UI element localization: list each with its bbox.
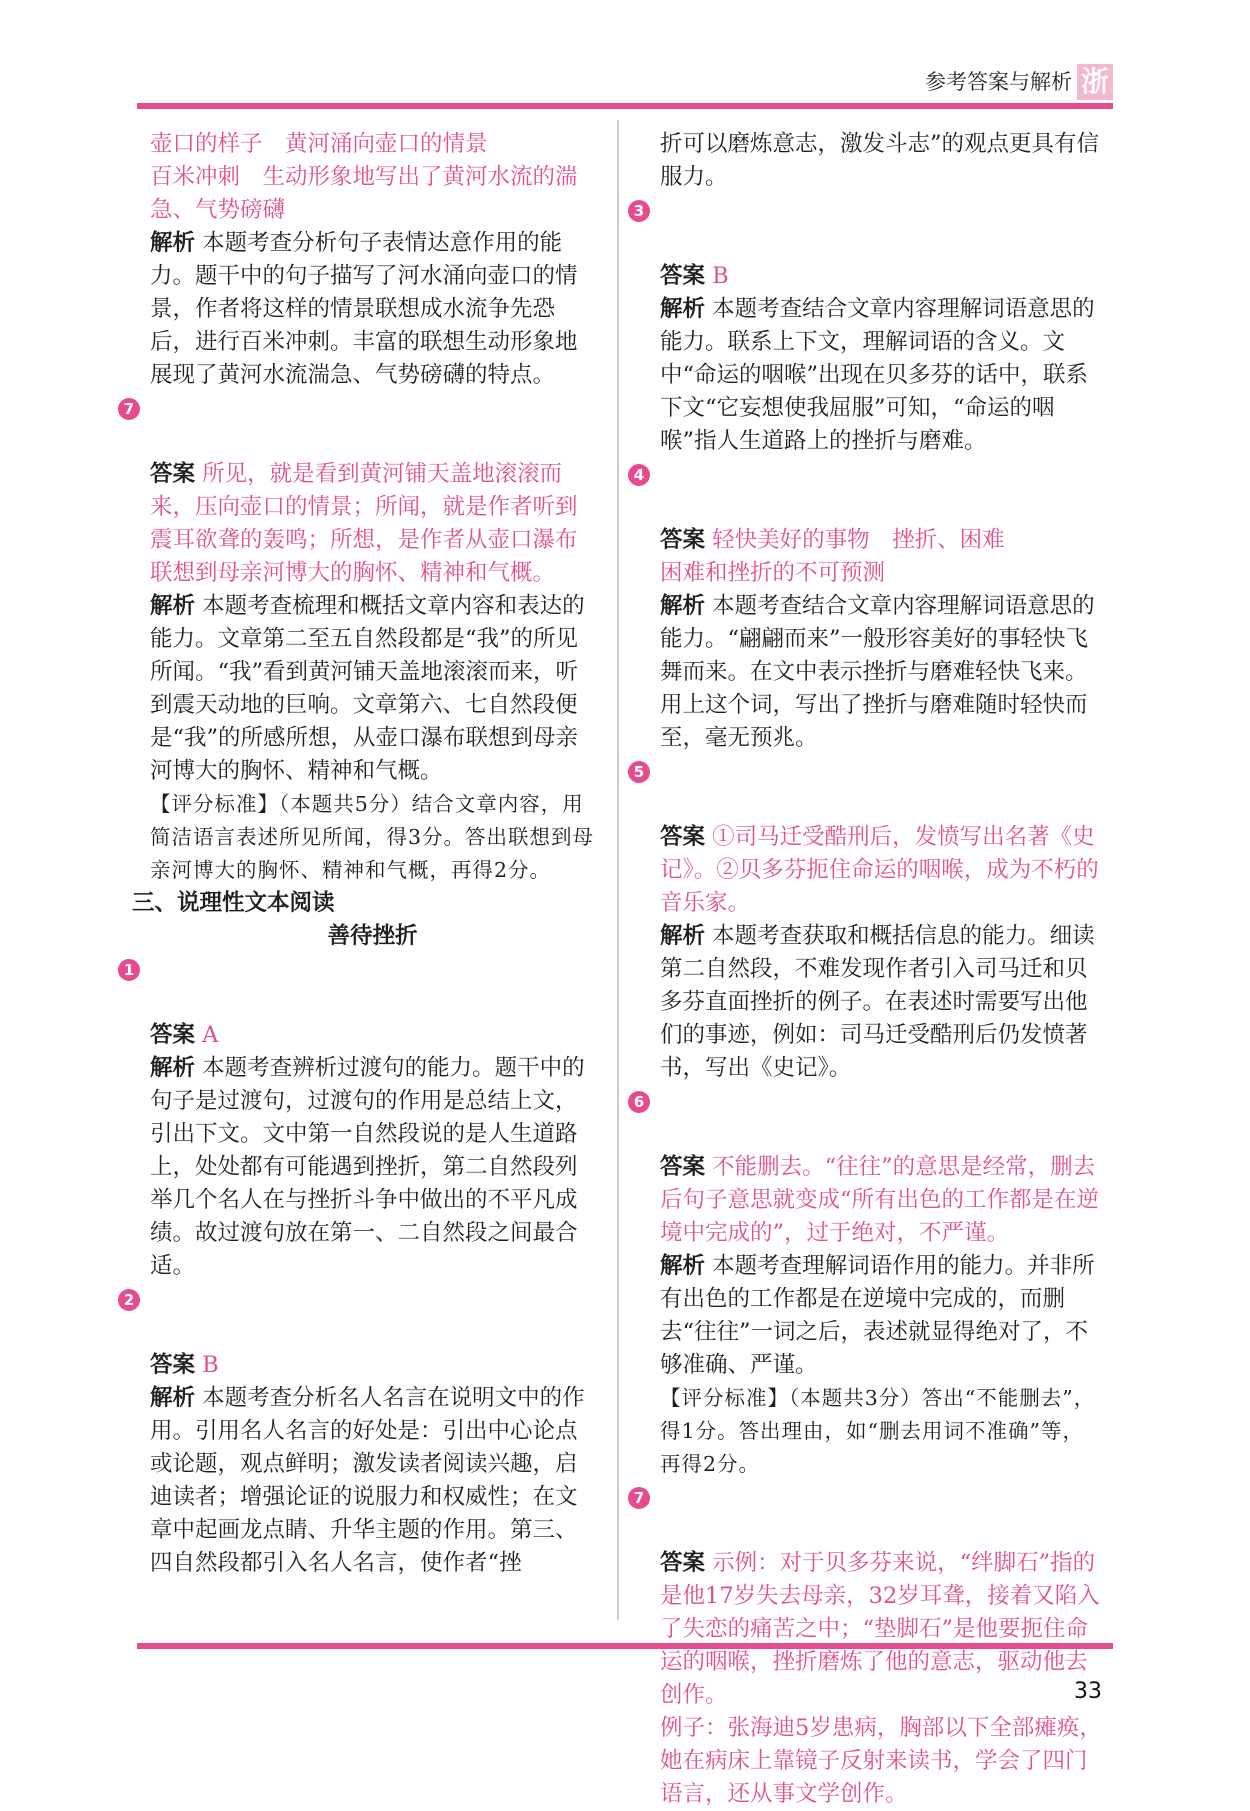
analysis-6: [150, 227, 595, 392]
question-6: [633, 1085, 1105, 1250]
analysis-3: [660, 293, 1105, 458]
question-number-badge: 5: [628, 761, 650, 783]
province-tag: 浙: [1077, 64, 1113, 100]
analysis-2-continued: 折可以磨炼意志，激发斗志”的观点更具有信服力。: [660, 131, 1100, 190]
analysis-text: 本题考查辨析过渡句的能力。题干中的句子是过渡句，过渡句的作用是总结上文，引出下文。文中第一自然段说的是人生道路上，处处都有可能遇到挫折，第二自然段列举几个名人在与挫折斗争中做出的不平凡成绩。故过渡句放在第一、二自然段之间最合适。: [150, 1055, 585, 1279]
analysis-label: 解析: [150, 230, 196, 256]
question-number-badge: 6: [628, 1091, 650, 1113]
analysis-label: 解析: [150, 1055, 196, 1081]
answer-6-continued: 壶口的样子 黄河涌向壶口的情景 百米冲刺 生动形象地写出了黄河水流的湍急、气势磅礴: [150, 131, 578, 223]
analysis-text: 本题考查梳理和概括文章内容和表达的能力。文章第二至五自然段都是“我”的所见所闻。“我”看到黄河铺天盖地滚滚而来，听到震天动地的巨响。文章第六、七自然段便是“我”的所感所想，从壶口瀑布联想到母亲河博大的胸怀、精神和气概。: [150, 593, 585, 784]
answer-text: 不能删去。“往往”的意思是经常，删去后句子意思就变成“所有出色的工作都是在逆境中完成的”，过于绝对，不严谨。: [660, 1154, 1100, 1246]
answer-text: ①司马迁受酷刑后，发愤写出名著《史记》。②贝多芬扼住命运的咽喉，成为不朽的音乐家。: [660, 824, 1099, 916]
answer-text: 所见，就是看到黄河铺天盖地滚滚而来，压向壶口的情景；所闻，就是作者听到震耳欲聋的轰鸣；所想，是作者从壶口瀑布联想到母亲河博大的胸怀、精神和气概。: [150, 461, 578, 586]
question-5: [633, 755, 1105, 920]
analysis-text: 本题考查分析句子表情达意作用的能力。题干中的句子描写了河水涌向壶口的情景，作者将这样的情景联想成水流争先恐后，进行百米冲刺。丰富的联想生动形象地展现了黄河水流湍急、气势磅礴的特点。: [150, 230, 578, 388]
analysis-label: 解析: [660, 593, 706, 619]
analysis-text: 本题考查理解词语作用的能力。并非所有出色的工作都是在逆境中完成的，而删去“往往”一词之后，表述就显得绝对了，不够准确、严谨。: [660, 1253, 1095, 1378]
answer-label: 答案: [660, 527, 706, 553]
analysis-label: 解析: [660, 296, 706, 322]
analysis-label: 解析: [150, 593, 196, 619]
analysis-1: [150, 1052, 595, 1283]
question-number-badge: 4: [628, 464, 650, 486]
analysis-4: [660, 590, 1105, 755]
analysis-2: [150, 1382, 595, 1580]
analysis-label: 解析: [150, 1385, 196, 1411]
analysis-text: 本题考查结合文章内容理解词语意思的能力。“翩翩而来”一般形容美好的事轻快飞舞而来。在文中表示挫折与磨难轻快飞来。用上这个词，写出了挫折与磨难随时轻快而至，毫无预兆。: [660, 593, 1095, 751]
answer-text: 轻快美好的事物 挫折、困难 困难和挫折的不可预测: [660, 527, 1005, 586]
answer-label: 答案: [660, 824, 706, 850]
answer-text: A: [202, 1022, 219, 1048]
passage-title: 善待挫折: [327, 923, 418, 949]
answer-label: 答案: [660, 1154, 706, 1180]
analysis-label: 解析: [660, 1253, 706, 1279]
question-7: [123, 392, 595, 590]
section-heading: 三、说理性文本阅读: [132, 890, 335, 916]
analysis-text: 本题考查获取和概括信息的能力。细读第二自然段，不难发现作者引入司马迁和贝多芬直面挫折的例子。在表述时需要写出他们的事迹，例如：司马迁受酷刑后仍发愤著书，写出《史记》。: [660, 923, 1095, 1081]
answer-text: 示例：对于贝多芬来说，“绊脚石”指的是他17岁失去母亲，32岁耳聋，接着又陷入了失恋的痛苦之中；“垫脚石”是他要扼住命运的咽喉，挫折磨炼了他的意志，驱动他去创作。 例子：张海迪5岁患病，胸部以下全部瘫痪，她在病床上靠镜子反射来读书，学会了四门语言，还从事文学创作。: [660, 1550, 1102, 1807]
analysis-5: [660, 920, 1105, 1085]
analysis-7: [150, 590, 595, 788]
answer-text: B: [712, 263, 729, 289]
answer-label: 答案: [660, 263, 706, 289]
answer-label: 答案: [150, 1022, 196, 1048]
answer-label: 答案: [150, 461, 196, 487]
question-number-badge: 2: [118, 1289, 140, 1311]
answer-text: B: [202, 1352, 219, 1378]
question-number-badge: 7: [118, 398, 140, 420]
analysis-label: 解析: [660, 923, 706, 949]
question-1: [123, 953, 595, 1052]
page-number: 33: [1074, 1679, 1102, 1704]
left-column: [123, 128, 595, 1580]
question-3: [633, 194, 1105, 293]
column-divider: [617, 120, 619, 1620]
answer-label: 答案: [150, 1352, 196, 1378]
right-column: [633, 128, 1105, 1811]
analysis-text: 本题考查分析名人名言在说明文中的作用。引用名人名言的好处是：引出中心论点或论题，观点鲜明；激发读者阅读兴趣，启迪读者；增强论证的说服力和权威性；在文章中起画龙点睛、升华主题的作用。第三、四自然段都引入名人名言，使作者“挫: [150, 1385, 585, 1576]
question-2: [123, 1283, 595, 1382]
scoring-criteria-6: 【评分标准】（本题共3分）答出“不能删去”，得1分。答出理由，如“删去用词不准确”等，再得2分。: [660, 1386, 1096, 1476]
question-4: [633, 458, 1105, 590]
scoring-criteria-7: 【评分标准】（本题共5分）结合文章内容，用简洁语言表述所见所闻，得3分。答出联想到母亲河博大的胸怀、精神和气概，再得2分。: [150, 792, 595, 882]
question-number-badge: 7: [628, 1487, 650, 1509]
question-number-badge: 3: [628, 200, 650, 222]
analysis-6-right: [660, 1250, 1105, 1382]
footer-rule: [137, 1643, 1113, 1649]
analysis-text: 本题考查结合文章内容理解词语意思的能力。联系上下文，理解词语的含义。文中“命运的咽喉”出现在贝多芬的话中，联系下文“它妄想使我屈服”可知，“命运的咽喉”指人生道路上的挫折与磨难。: [660, 296, 1095, 454]
header-rule: [137, 103, 1113, 109]
question-number-badge: 1: [118, 959, 140, 981]
answer-label: 答案: [660, 1550, 706, 1576]
header-label: 参考答案与解析: [925, 70, 1072, 94]
